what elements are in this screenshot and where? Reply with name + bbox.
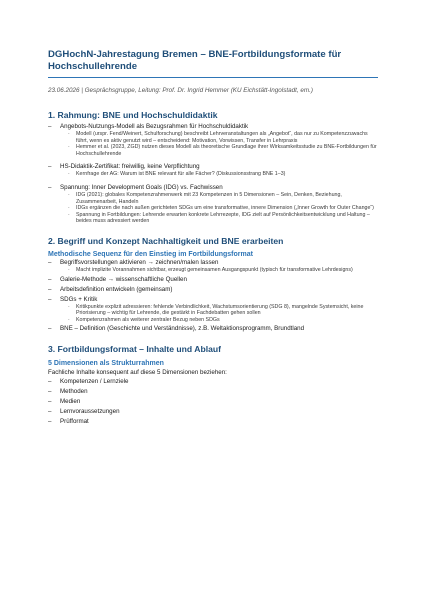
document-meta: 23.06.2026 | Gesprächsgruppe, Leitung: Prof. Dr. Ingrid Hemmer (KU Eichstätt-Ingolstadt, em.) (48, 87, 313, 94)
dot-bullet: · (68, 131, 70, 137)
list-item (48, 123, 378, 131)
sub-item-text: IDG (2021): globales Kompetenzrahmenwerk mit 23 Kompetenzen in 5 Dimensionen – Sein, Denken, Beziehung, Zusammenarbeit, Handeln (76, 191, 342, 205)
document-title: DGHochN-Jahrestagung Bremen – BNE-Fortbildungsformate für Hochschullehrende (48, 49, 342, 72)
dash-bullet: – (48, 163, 52, 171)
dash-bullet: – (48, 408, 52, 416)
list-item (48, 163, 378, 171)
dash-bullet: – (48, 325, 52, 333)
subsection-heading: Methodische Sequenz für den Einstieg im Fortbildungsformat (48, 250, 253, 258)
sub-item (48, 317, 378, 324)
list-item (48, 325, 378, 333)
list-item (48, 259, 378, 267)
dash-bullet: – (48, 258, 52, 266)
list-item (48, 418, 378, 426)
sub-item-text: Kernfrage der AG: Warum ist BNE relevant für alle Fächer? (Diskussionsstrang BNE 1–3) (76, 171, 286, 178)
list-item (48, 276, 378, 284)
dash-bullet: – (48, 123, 52, 130)
dot-bullet: · (68, 211, 70, 218)
section-heading-3: 3. Fortbildungsformat – Inhalte und Ablauf (48, 344, 221, 355)
sub-item (48, 131, 378, 144)
dash-bullet: – (48, 183, 52, 191)
sub-item-text: Macht implizite Vorannahmen sichtbar, erzeugt gemeinsamen Ausgangspunkt (typisch für transformative Lehrdesigns) (76, 266, 353, 273)
list-item-text: SDGs + Kritik (60, 295, 98, 303)
list-item (48, 296, 378, 304)
list-item (48, 398, 378, 406)
list-item-text: Spannung: Inner Development Goals (IDG) vs. Fachwissen (60, 183, 223, 191)
dot-bullet: · (68, 171, 70, 178)
section-heading-1: 1. Rahmung: BNE und Hochschuldidaktik (48, 110, 218, 120)
sub-item (48, 212, 378, 225)
list-item (48, 388, 378, 396)
list-item-text: HS-Didaktik-Zertifikat: freiwillig, keine Verpflichtung (60, 163, 200, 171)
list-item-text: Prüfformat (60, 418, 89, 426)
sub-item (48, 267, 378, 274)
sub-item-text: Spannung in Fortbildungen: Lehrende erwarten konkrete Lehrrezepte, IDG zielt auf Persönlichkeitsentwicklung und Haltung – beides muss adressiert werden (76, 211, 370, 225)
sub-item-text: IDGs ergänzen die nach außen gerichteten SDGs um eine transformative, innere Dimension („Inner Growth for Outer Change“) (76, 205, 374, 212)
list-item-text: Arbeitsdefinition entwickeln (gemeinsam) (60, 285, 173, 293)
dot-bullet: · (68, 303, 70, 310)
dot-bullet: · (68, 316, 70, 323)
list-item-text: Lernvoraussetzungen (60, 408, 120, 416)
list-item (48, 184, 378, 192)
title-divider (48, 77, 378, 78)
dash-bullet: – (48, 295, 52, 303)
dash-bullet: – (48, 275, 52, 283)
sub-item (48, 205, 378, 212)
sub-item (48, 304, 378, 317)
dash-bullet: – (48, 285, 52, 293)
section-heading-2: 2. Begriff und Konzept Nachhaltigkeit und BNE erarbeiten (48, 235, 284, 246)
sub-item-text: Kritikpunkte explizit adressieren: fehlende Verbindlichkeit, Wachstumsorientierung (SDG 8), mangelnde Systemsicht, keine Priorisierung – wichtig für Lehrende, die gestärkt in Fachdebatten gehen sollen (76, 303, 364, 317)
dot-bullet: · (68, 266, 70, 273)
dash-bullet: – (48, 378, 52, 386)
list-item (48, 286, 378, 294)
dash-bullet: – (48, 418, 52, 426)
dash-bullet: – (48, 388, 52, 396)
sub-item-text: Kompetenzrahmen als weiterer zentraler Bezug neben SDGs (76, 316, 220, 323)
sub-item-text: Modell (urspr. Fend/Weinert, Schulforschung) beschreibt Lehrveranstaltungen als „Angebot“, das nur zu Kompetenzzuwachs führt, wenn es aktiv genutzt wird – entscheidend: Motivation, Vorwissen, Transfer in Lehrpraxis (76, 131, 368, 144)
list-item (48, 408, 378, 416)
list-item-text: Kompetenzen / Lernziele (60, 378, 129, 386)
list-item-text: Angebots-Nutzungs-Modell als Bezugsrahmen für Hochschuldidaktik (60, 123, 249, 130)
list-item-text: BNE – Definition (Geschichte und Verständnisse), z.B. Weltaktionsprogramm, Brundtland (60, 325, 305, 333)
dot-bullet: · (68, 205, 70, 212)
list-item (48, 378, 378, 386)
list-item-text: Medien (60, 398, 81, 406)
dash-bullet: – (48, 398, 52, 406)
sub-item-text: Hemmer et al. (2023, ZGD) nutzen dieses Modell als theoretische Grundlage ihrer Wirksamkeitsstudie zu BNE-Fortbildungen für Hochschullehrende (76, 144, 377, 157)
dot-bullet: · (68, 144, 70, 151)
sub-item (48, 192, 378, 205)
sub-item (48, 171, 378, 178)
list-item-text: Methoden (60, 388, 88, 396)
list-item-text: Begriffsvorstellungen aktivieren → zeichnen/malen lassen (60, 258, 219, 266)
document-page (48, 49, 378, 426)
list-item-text: Galerie-Methode → wissenschaftliche Quellen (60, 275, 187, 283)
dot-bullet: · (68, 191, 70, 198)
sub-item (48, 144, 378, 157)
subsection-heading: 5 Dimensionen als Strukturrahmen (48, 360, 164, 368)
section-intro: Fachliche Inhalte konsequent auf diese 5 Dimensionen beziehen: (48, 369, 227, 377)
